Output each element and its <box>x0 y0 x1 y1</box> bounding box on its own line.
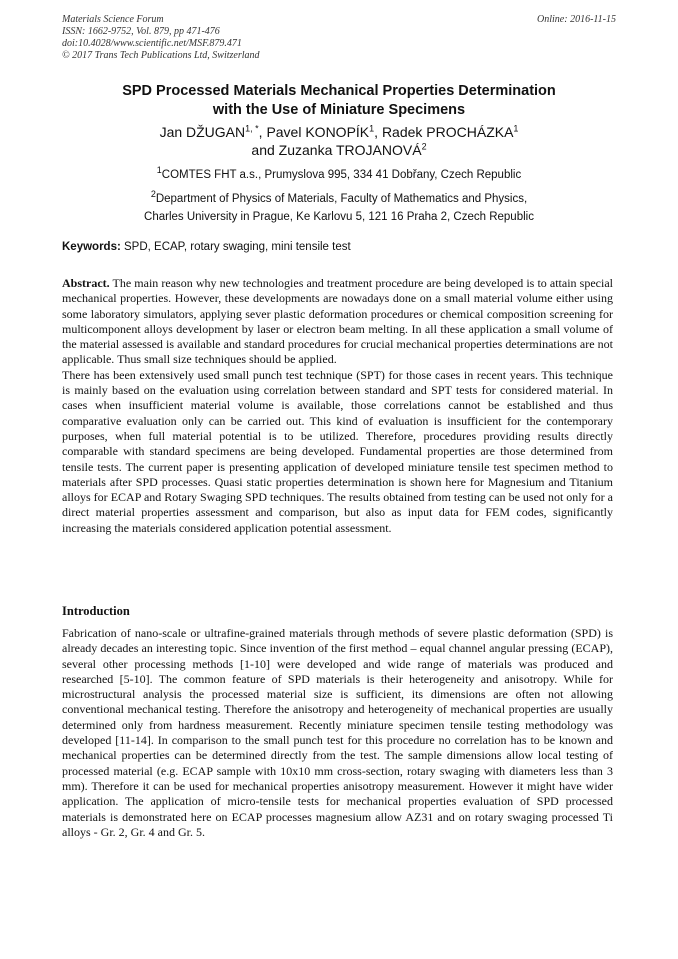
affiliation-mark: 2 <box>150 189 156 200</box>
journal-issn: ISSN: 1662-9752, Vol. 879, pp 471-476 <box>62 26 220 37</box>
author-affiliation-mark: 1, * <box>245 123 259 134</box>
affiliation-1 <box>40 166 638 184</box>
journal-info <box>62 14 616 62</box>
introduction-paragraph: Fabrication of nano-scale or ultrafine-grained materials through methods of severe plastic deformation (SPD) is already decades an interesting topic. Since invention of the first method – equal channel angular pressing (ECAP), several other processing methods [1-10] were developed and wide range of materials was produced and researched [5-10]. The common feature of SPD materials is their heterogeneity and anisotropy. While for microstructural analysis the processed material size is sufficient, its dimensions are often not allowing conventional mechanical testing. Therefore the anisotropy and heterogeneity of mechanical properties are usually determined only from hardness measurement. Recently miniature specimen tensile testing methodology was developed [11-14]. In comparison to the small punch test for this procedure no correlation has to be known and mechanical properties can be determined directly from the test. The sample dimensions allow local testing of processed material (e.g. ECAP sample with 10x10 mm cross-section, rotary swaging with diameters less than 3 mm). Therefore it can be used for mechanical properties anisotropy measurement. However it might have wider application. The application of micro-tensile tests for mechanical properties evaluation of SPD processed materials is demonstrated here on ECAP processes magnesium allow AZ31 and on rotary swaging processed Ti alloys - Gr. 2, Gr. 4 and Gr. 5. <box>62 626 613 839</box>
affiliation-text: Department of Physics of Materials, Faculty of Mathematics and Physics, <box>155 193 528 205</box>
author-name: Jan DŽUGAN <box>159 124 246 140</box>
affiliation-text: COMTES FHT a.s., Prumyslova 995, 334 41 Dobřany, Czech Republic <box>161 169 522 181</box>
author-name: Pavel KONOPÍK <box>266 124 370 140</box>
abstract-text: The main reason why new technologies and treatment procedure are being developed is to attain special mechanical properties. However, these developments are nowadays done on a small material volume either using some laboratory simulators, applying sever plastic deformation procedures or chemical composition screening for multicomponent alloys development by laser or electron beam melting. In all these application a small volume of the material assessed is available and standard procedures for crucial mechanical properties determinations are not applicable. Thus small size techniques should be applied. <box>62 276 613 367</box>
journal-copyright: © 2017 Trans Tech Publications Ltd, Switzerland <box>62 50 260 61</box>
paper-title <box>40 82 638 120</box>
abstract-label: Abstract. <box>62 276 110 290</box>
journal-name: Materials Science Forum <box>62 14 164 25</box>
abstract-paragraph: There has been extensively used small punch test technique (SPT) for those cases in recent years. This technique is mainly based on the evaluation using correlation between standard and SPT tests for considered material. In cases when insufficient material volume is available, those correlations cannot be established and thus comparative evaluation only can be carried out. This kind of evaluation is insufficient for the contemporary purposes, when full material potential is to be utilized. Therefore, procedures providing results directly comparable with standard specimens are being developed. Fundamental properties are those determined from tensile tests. The current paper is presenting application of developed miniature tensile test specimen method to materials after SPD processes. Quasi static properties determination is shown here for Magnesium and Titanium alloys for ECAP and Rotary Swaging SPD techniques. The results obtained from testing can be used not only for a direct material properties assessment and comparison, but also as input data for FEM codes, significantly increasing the materials considered application potential assessment. <box>62 367 613 535</box>
author-list <box>40 123 638 159</box>
title-line-2: with the Use of Miniature Specimens <box>212 102 466 118</box>
journal-doi: doi:10.4028/www.scientific.net/MSF.879.471 <box>62 38 242 49</box>
affiliation-text: Charles University in Prague, Ke Karlovu 5, 121 16 Praha 2, Czech Republic <box>144 211 534 223</box>
keywords-label: Keywords: <box>62 241 121 253</box>
author-affiliation-mark: 2 <box>421 141 427 152</box>
abstract <box>62 276 613 536</box>
affiliation-mark: 1 <box>156 165 162 176</box>
author-affiliation-mark: 1 <box>369 123 375 134</box>
author-name: and Zuzanka TROJANOVÁ <box>251 142 422 158</box>
authors-line-2 <box>40 141 638 159</box>
affiliation-2 <box>40 190 638 226</box>
author-name: Radek PROCHÁZKA <box>381 124 514 140</box>
title-line-1: SPD Processed Materials Mechanical Properties Determination <box>122 83 556 99</box>
online-date: Online: 2016-11-15 <box>537 14 616 25</box>
keywords-text: SPD, ECAP, rotary swaging, mini tensile test <box>124 241 351 253</box>
introduction-section <box>62 626 613 840</box>
section-heading: Introduction <box>62 604 130 618</box>
authors-line-1: Jan $DŽUGAN^{1, *}$, Pavel KONOPÍK$^1$, Radek PROCHÁZKA$^1$ <box>159 123 519 140</box>
author-affiliation-mark: 1 <box>513 123 519 134</box>
abstract-paragraph <box>62 276 613 368</box>
journal-header <box>62 14 616 62</box>
keywords <box>62 239 616 255</box>
